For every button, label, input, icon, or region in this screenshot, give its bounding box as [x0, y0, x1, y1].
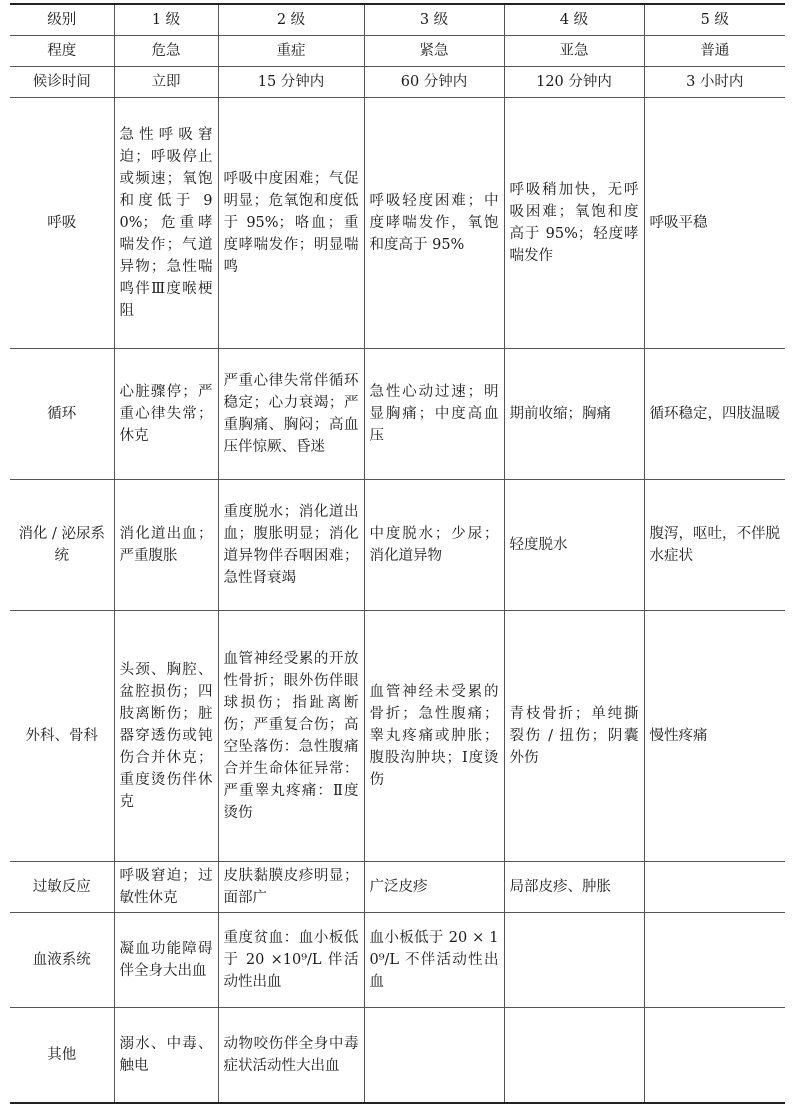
header-row-severity: [10, 36, 785, 67]
table-cell: 头颈、胸腔、盆腔损伤；四肢离断伤；脏器穿透伤或钝伤合并休克；重度烫伤伴休克: [114, 611, 218, 862]
header-cell: 120 分钟内: [504, 67, 644, 98]
row-label: 循环: [10, 349, 114, 480]
header-cell: 1 级: [114, 4, 218, 36]
header-cell: 3 级: [364, 4, 504, 36]
table-cell: 广泛皮疹: [364, 862, 504, 913]
table-row-blood-system: [10, 913, 785, 1008]
header-cell: 紧急: [364, 36, 504, 67]
table-cell: 呼吸稍加快，无呼吸困难；氧饱和度高于 95%；轻度哮喘发作: [504, 98, 644, 349]
table-cell: 血小板低于 20 × 10⁹/L 不伴活动性出血: [364, 913, 504, 1008]
header-row-level: [10, 4, 785, 36]
table-cell: 严重心律失常伴循环稳定；心力衰竭；严重胸痛、胸闷；高血压伴惊厥、昏迷: [218, 349, 364, 480]
header-cell: 立即: [114, 67, 218, 98]
table-row-respiration: [10, 98, 785, 349]
table-cell: 凝血功能障碍伴全身大出血: [114, 913, 218, 1008]
table-cell: 呼吸中度困难；气促明显；危氧饱和度低于 95%；咯血；重度哮喘发作；明显喘鸣: [218, 98, 364, 349]
table-cell: 皮肤黏膜皮疹明显；面部广: [218, 862, 364, 913]
row-label: 消化 / 泌尿系统: [10, 480, 114, 611]
row-label: 呼吸: [10, 98, 114, 349]
table-row-circulation: [10, 349, 785, 480]
table-row-surgery-orthopedics: [10, 611, 785, 862]
header-label: 程度: [10, 36, 114, 67]
row-label: 其他: [10, 1008, 114, 1104]
header-cell: 重症: [218, 36, 364, 67]
header-cell: 亚急: [504, 36, 644, 67]
header-row-wait-time: [10, 67, 785, 98]
table-cell: 重度贫血：血小板低于 20 ×10⁹/L 伴活动性出血: [218, 913, 364, 1008]
header-label: 级别: [10, 4, 114, 36]
table-cell: 血管神经受累的开放性骨折；眼外伤伴眼球损伤；指趾离断伤；严重复合伤；高空坠落伤：急性腹痛合并生命体征异常：严重睾丸疼痛：Ⅱ度烫伤: [218, 611, 364, 862]
table-row-other: [10, 1008, 785, 1104]
table-cell: [504, 1008, 644, 1104]
header-cell: 4 级: [504, 4, 644, 36]
table-cell: [644, 1008, 785, 1104]
header-cell: 3 小时内: [644, 67, 785, 98]
header-cell: 危急: [114, 36, 218, 67]
table-cell: 血管神经未受累的骨折；急性腹痛；睾丸疼痛或肿胀；腹股沟肿块；Ⅰ度烫伤: [364, 611, 504, 862]
row-label: 过敏反应: [10, 862, 114, 913]
table-row-digestive-urinary: [10, 480, 785, 611]
triage-document: [10, 3, 785, 1104]
table-cell: 青枝骨折；单纯撕裂伤 / 扭伤；阴囊外伤: [504, 611, 644, 862]
table-cell: 轻度脱水: [504, 480, 644, 611]
header-cell: 普通: [644, 36, 785, 67]
row-label: 血液系统: [10, 913, 114, 1008]
table-cell: 腹泻，呕吐，不伴脱水症状: [644, 480, 785, 611]
table-cell: 期前收缩；胸痛: [504, 349, 644, 480]
table-cell: 循环稳定，四肢温暖: [644, 349, 785, 480]
table-cell: 重度脱水；消化道出血；腹胀明显；消化道异物伴吞咽困难；急性肾衰竭: [218, 480, 364, 611]
table-cell: [504, 913, 644, 1008]
header-cell: 15 分钟内: [218, 67, 364, 98]
table-cell: 消化道出血；严重腹胀: [114, 480, 218, 611]
table-cell: 呼吸平稳: [644, 98, 785, 349]
header-cell: 5 级: [644, 4, 785, 36]
table-row-allergy: [10, 862, 785, 913]
table-cell: [644, 913, 785, 1008]
table-cell: 动物咬伤伴全身中毒症状活动性大出血: [218, 1008, 364, 1104]
table-cell: 心脏骤停；严重心律失常；休克: [114, 349, 218, 480]
triage-level-table: [10, 3, 785, 1104]
header-cell: 60 分钟内: [364, 67, 504, 98]
table-cell: 局部皮疹、肿胀: [504, 862, 644, 913]
table-cell: [644, 862, 785, 913]
table-cell: [364, 1008, 504, 1104]
table-cell: 呼吸窘迫；过敏性休克: [114, 862, 218, 913]
table-cell: 溺水、中毒、触电: [114, 1008, 218, 1104]
table-cell: 急性呼吸窘迫；呼吸停止或频速；氧饱和度低于 90%；危重哮喘发作；气道异物；急性喘鸣伴Ⅲ度喉梗阻: [114, 98, 218, 349]
table-cell: 中度脱水；少尿；消化道异物: [364, 480, 504, 611]
table-cell: 慢性疼痛: [644, 611, 785, 862]
table-cell: 急性心动过速；明显胸痛；中度高血压: [364, 349, 504, 480]
table-cell: 呼吸轻度困难；中度哮喘发作，氧饱和度高于 95%: [364, 98, 504, 349]
row-label: 外科、骨科: [10, 611, 114, 862]
header-cell: 2 级: [218, 4, 364, 36]
header-label: 候诊时间: [10, 67, 114, 98]
